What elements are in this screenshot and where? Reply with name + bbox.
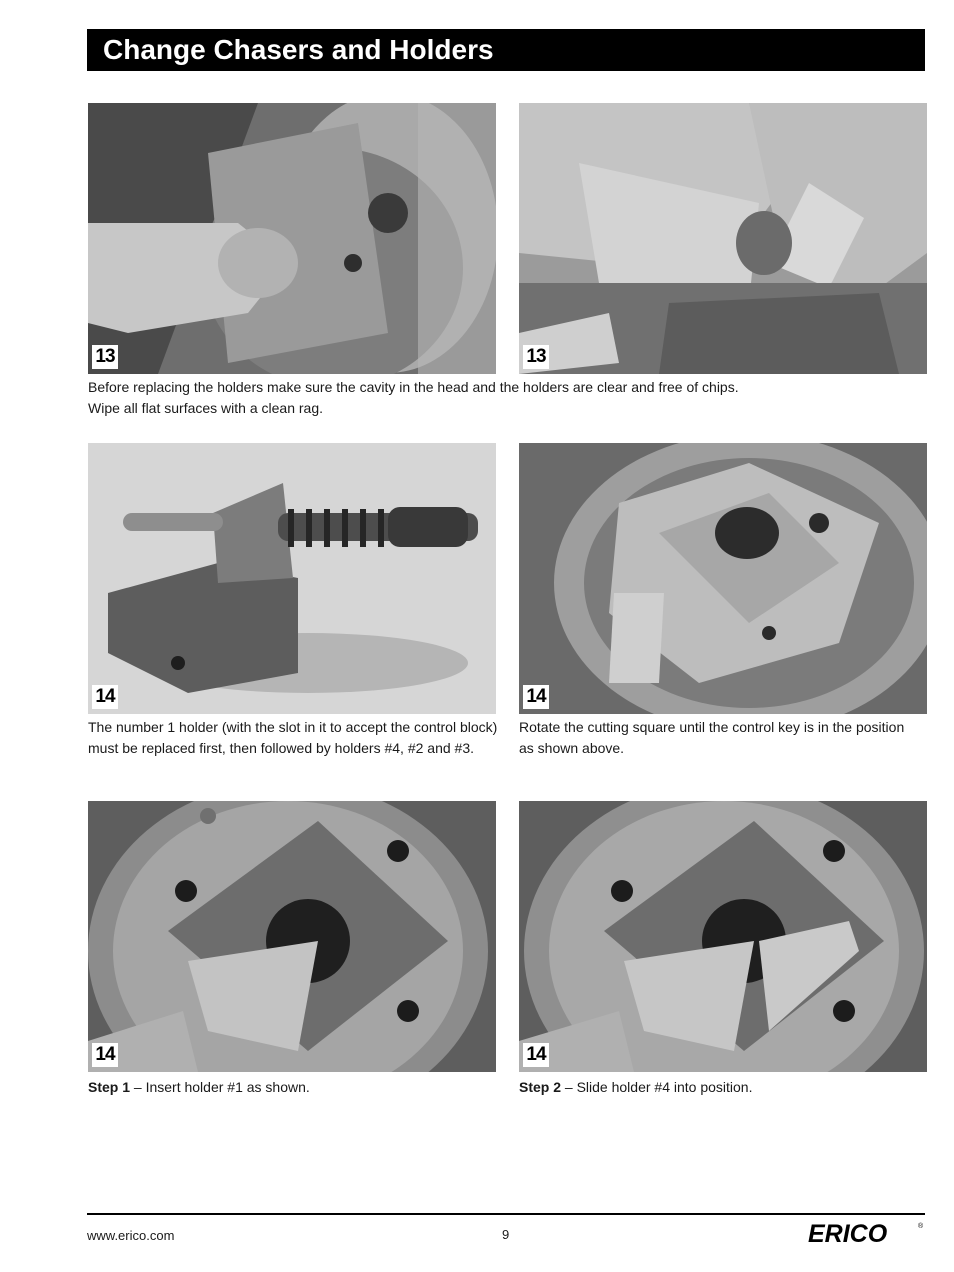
erico-logo bbox=[806, 1220, 924, 1246]
photo-wipe-head-image bbox=[88, 103, 496, 374]
page-number: 9 bbox=[502, 1227, 510, 1242]
caption-holder-order: The number 1 holder (with the slot in it to accept the control block) must be replaced first, then followed by holders #4, #2 and #3. bbox=[88, 719, 498, 756]
footer-divider bbox=[87, 1213, 925, 1215]
photo-step-2-image bbox=[519, 801, 927, 1072]
caption-clean-cavity bbox=[88, 377, 928, 419]
step-2-label: Step 2 bbox=[519, 1079, 562, 1095]
caption-line: Wipe all flat surfaces with a clean rag. bbox=[88, 400, 323, 416]
caption-step-2 bbox=[519, 1077, 919, 1098]
photo-holder-number-1 bbox=[88, 443, 496, 714]
photo-rotate-square bbox=[519, 443, 927, 714]
logo-wordmark: ERICO bbox=[808, 1220, 888, 1246]
photo-holder-number-1-image bbox=[88, 443, 496, 714]
step-number-badge: 14 bbox=[523, 685, 549, 709]
step-number-badge: 14 bbox=[92, 1043, 118, 1067]
caption-line: Before replacing the holders make sure the cavity in the head and the holders are clear and free of chips. bbox=[88, 379, 739, 395]
photo-step-1-image bbox=[88, 801, 496, 1072]
photo-rotate-square-image bbox=[519, 443, 927, 714]
photo-wipe-holder-image bbox=[519, 103, 927, 374]
step-1-text: – Insert holder #1 as shown. bbox=[130, 1079, 310, 1095]
step-number-badge: 14 bbox=[523, 1043, 549, 1067]
photo-step-1 bbox=[88, 801, 496, 1072]
page-title: Change Chasers and Holders bbox=[87, 29, 925, 71]
photo-step-2 bbox=[519, 801, 927, 1072]
step-2-text: – Slide holder #4 into position. bbox=[561, 1079, 753, 1095]
photo-wipe-head bbox=[88, 103, 496, 374]
logo-registered-mark: ® bbox=[918, 1223, 924, 1230]
step-number-badge: 13 bbox=[523, 345, 549, 369]
step-1-label: Step 1 bbox=[88, 1079, 131, 1095]
footer-website-link[interactable]: www.erico.com bbox=[87, 1228, 175, 1243]
step-number-badge: 14 bbox=[92, 685, 118, 709]
caption-rotate-square: Rotate the cutting square until the control key is in the position as shown above. bbox=[519, 719, 905, 756]
step-number-badge: 13 bbox=[92, 345, 118, 369]
photo-wipe-holder bbox=[519, 103, 927, 374]
caption-step-1 bbox=[88, 1077, 498, 1098]
